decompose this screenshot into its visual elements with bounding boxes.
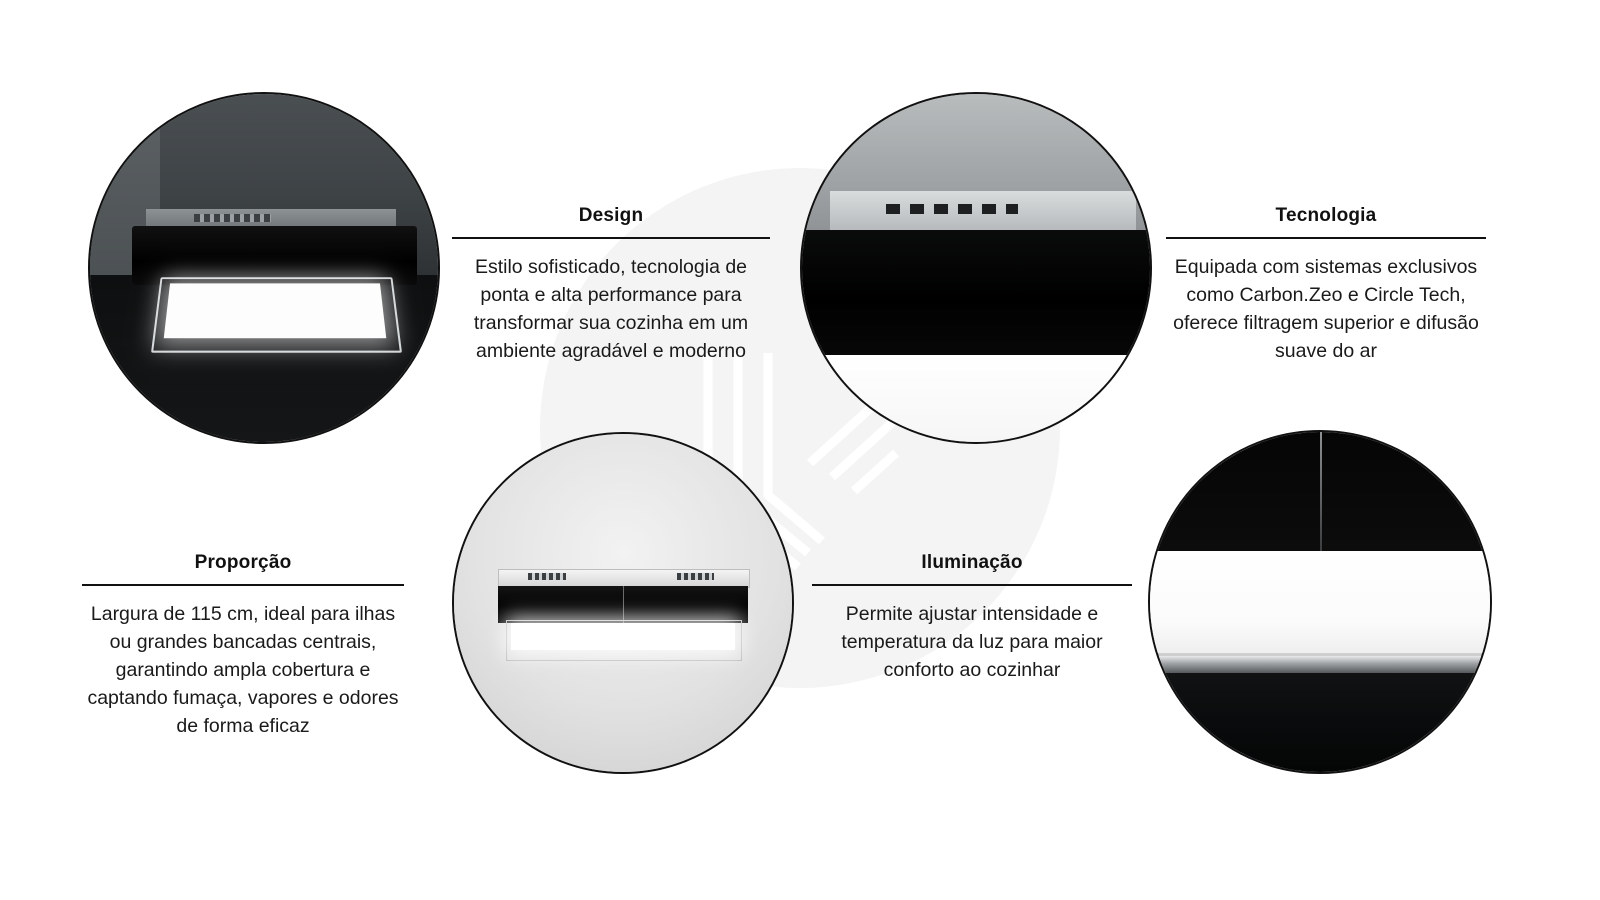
feature-text-design	[452, 205, 770, 365]
feature-title-iluminacao: Iluminação	[921, 552, 1023, 573]
hood-angle-photo	[90, 94, 438, 442]
feature-body-design: Estilo sofisticado, tecnologia de ponta e alta performance para transformar sua cozinha em um ambiente agradável e moderno	[473, 256, 749, 362]
hood-closeup-vents-photo	[802, 94, 1150, 442]
feature-title-design: Design	[578, 205, 644, 226]
divider-tecnologia	[1166, 237, 1486, 239]
feature-image-design	[88, 92, 440, 444]
feature-text-tecnologia	[1166, 205, 1486, 365]
feature-text-proporcao	[82, 552, 404, 740]
feature-image-tecnologia	[800, 92, 1152, 444]
feature-body-tecnologia: Equipada com sistemas exclusivos como Carbon.Zeo e Circle Tech, oferece filtragem superior e difusão suave do ar	[1173, 256, 1479, 362]
divider-design	[452, 237, 770, 239]
hood-light-band-photo	[1150, 432, 1490, 772]
divider-iluminacao	[812, 584, 1132, 586]
feature-title-tecnologia: Tecnologia	[1275, 205, 1377, 226]
feature-body-proporcao: Largura de 115 cm, ideal para ilhas ou grandes bancadas centrais, garantindo ampla cobertura e captando fumaça, vapores e odores de forma eficaz	[87, 603, 399, 737]
divider-proporcao	[82, 584, 404, 586]
feature-image-proporcao	[452, 432, 794, 774]
feature-image-iluminacao	[1148, 430, 1492, 774]
hood-front-wide-photo	[454, 434, 792, 772]
feature-text-iluminacao	[812, 552, 1132, 684]
feature-body-iluminacao: Permite ajustar intensidade e temperatura da luz para maior conforto ao cozinhar	[841, 603, 1103, 681]
feature-title-proporcao: Proporção	[194, 552, 292, 573]
